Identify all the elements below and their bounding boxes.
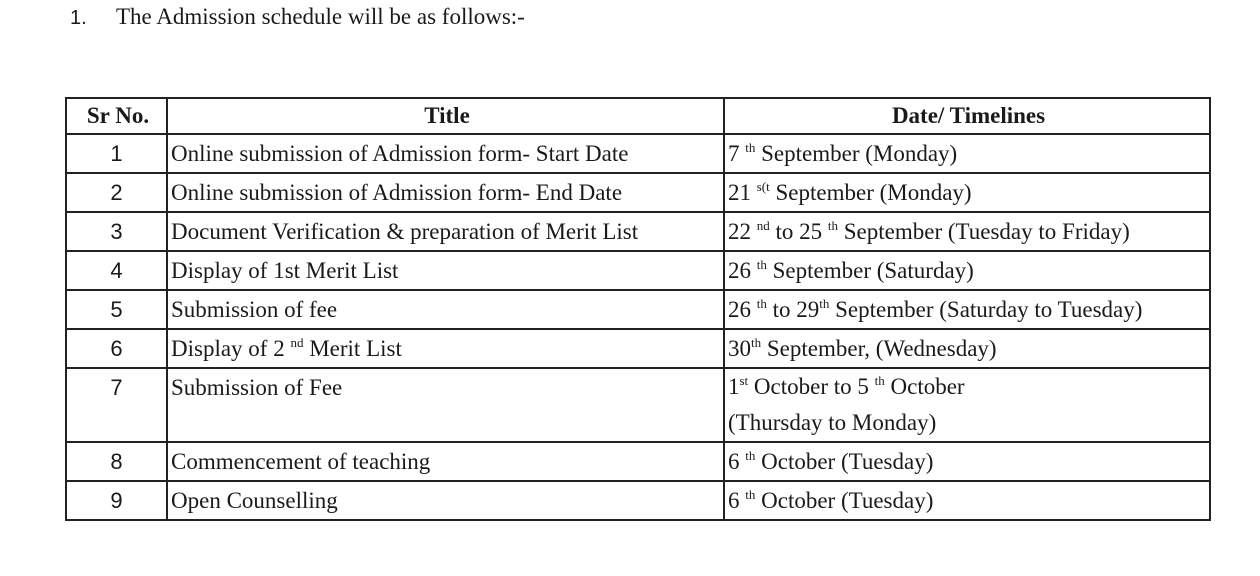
date-line: 22 $^{nd}$ to 25 $^{th}$ September (Tuesday to Friday) <box>728 218 1130 244</box>
admission-schedule-table <box>65 97 1211 521</box>
date-line: 26 $^{th}$ September (Saturday) <box>728 257 974 283</box>
table-row <box>66 173 1210 212</box>
superscript: s(t <box>756 179 770 194</box>
cell-date-timeline <box>724 251 1210 290</box>
cell-sr-no: 4 <box>66 251 167 290</box>
cell-title: Online submission of Admission form- End Date <box>167 173 724 212</box>
cell-sr-no: 6 <box>66 329 167 368</box>
cell-date-timeline <box>724 134 1210 173</box>
cell-sr-no: 5 <box>66 290 167 329</box>
superscript: th <box>827 218 839 233</box>
cell-sr-no: 3 <box>66 212 167 251</box>
table-row <box>66 481 1210 520</box>
table-header-row <box>66 98 1210 134</box>
date-line: 30th September, (Wednesday) <box>728 335 997 361</box>
superscript: th <box>874 373 885 388</box>
date-line: 21 $^{s(t}$ September (Monday) <box>728 179 972 205</box>
table-row <box>66 212 1210 251</box>
date-line: 6 $^{th}$ October (Tuesday) <box>728 448 934 474</box>
header-date-timelines: Date/ Timelines <box>724 98 1210 134</box>
cell-sr-no: 9 <box>66 481 167 520</box>
date-line: 1st October to 5 $^{th}$ October <box>728 373 965 399</box>
table-row <box>66 251 1210 290</box>
cell-sr-no: 8 <box>66 442 167 481</box>
heading-number: 1. <box>70 7 87 29</box>
cell-date-timeline <box>724 442 1210 481</box>
heading-text: The Admission schedule will be as follows:- <box>116 4 525 29</box>
date-line: 6 $^{th}$ October (Tuesday) <box>728 487 934 513</box>
superscript: th <box>756 257 767 272</box>
cell-title: Document Verification & preparation of Merit List <box>167 212 724 251</box>
cell-title: Display of 2 $^{nd}$ Merit List <box>167 329 724 368</box>
cell-sr-no: 1 <box>66 134 167 173</box>
cell-title: Open Counselling <box>167 481 724 520</box>
cell-sr-no: 2 <box>66 173 167 212</box>
schedule-heading <box>70 2 525 33</box>
cell-title: Commencement of teaching <box>167 442 724 481</box>
cell-date-timeline <box>724 481 1210 520</box>
cell-date-timeline <box>724 173 1210 212</box>
date-line: 7 $^{th}$ September (Monday) <box>728 140 958 166</box>
cell-title: Display of 1st Merit List <box>167 251 724 290</box>
cell-date-timeline <box>724 368 1210 442</box>
cell-title: Submission of Fee <box>167 368 724 442</box>
superscript: th <box>745 140 756 155</box>
superscript: th <box>745 487 756 502</box>
superscript: nd <box>290 335 304 350</box>
table-row <box>66 329 1210 368</box>
table-row <box>66 442 1210 481</box>
cell-date-timeline <box>724 329 1210 368</box>
superscript: th <box>819 296 830 311</box>
table-body <box>66 134 1210 520</box>
table-row <box>66 368 1210 442</box>
header-title: Title <box>167 98 724 134</box>
table-row <box>66 290 1210 329</box>
cell-date-timeline <box>724 212 1210 251</box>
cell-title: Submission of fee <box>167 290 724 329</box>
cell-sr-no: 7 <box>66 368 167 442</box>
superscript: th <box>745 448 756 463</box>
cell-date-timeline <box>724 290 1210 329</box>
superscript: th <box>751 335 762 350</box>
header-sr-no: Sr No. <box>66 98 167 134</box>
date-line: (Thursday to Monday) <box>728 410 937 435</box>
superscript: th <box>756 296 767 311</box>
superscript: st <box>739 373 749 388</box>
cell-title: Online submission of Admission form- Start Date <box>167 134 724 173</box>
table-row <box>66 134 1210 173</box>
superscript: nd <box>756 218 770 233</box>
date-line: 26 $^{th}$ to 29th September (Saturday to Tuesday) <box>728 296 1143 322</box>
